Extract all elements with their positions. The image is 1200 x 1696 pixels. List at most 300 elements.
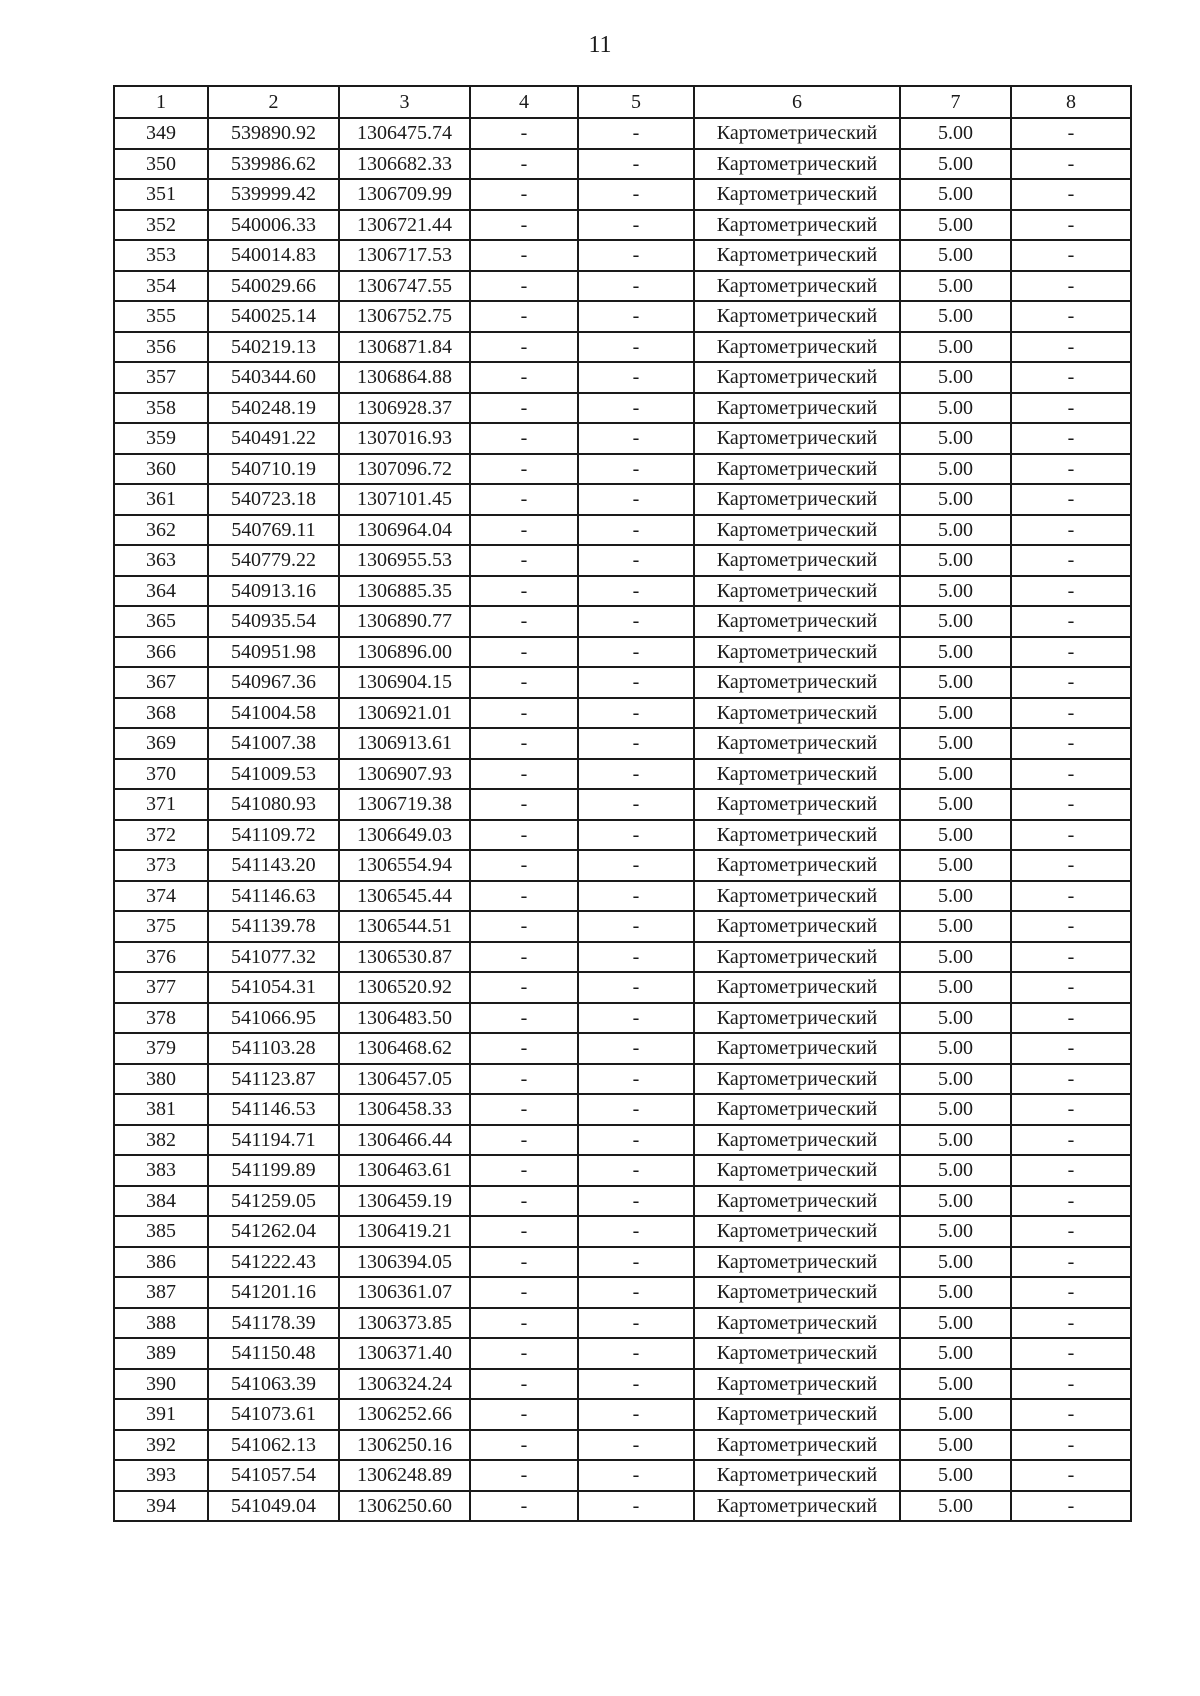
table-row bbox=[114, 1369, 1131, 1400]
cell-y-coordinate: 1306913.61 bbox=[339, 728, 470, 759]
table-row bbox=[114, 637, 1131, 668]
cell-point-number: 374 bbox=[114, 881, 208, 912]
cell-accuracy: 5.00 bbox=[900, 1460, 1011, 1491]
cell-col-5: - bbox=[578, 332, 694, 363]
cell-col-5: - bbox=[578, 362, 694, 393]
cell-col-8: - bbox=[1011, 240, 1131, 271]
table-row bbox=[114, 1491, 1131, 1522]
cell-col-8: - bbox=[1011, 149, 1131, 180]
cell-x-coordinate: 540491.22 bbox=[208, 423, 339, 454]
cell-y-coordinate: 1306709.99 bbox=[339, 179, 470, 210]
cell-col-8: - bbox=[1011, 301, 1131, 332]
cell-col-5: - bbox=[578, 545, 694, 576]
cell-col-8: - bbox=[1011, 789, 1131, 820]
cell-col-8: - bbox=[1011, 1460, 1131, 1491]
cell-col-5: - bbox=[578, 301, 694, 332]
cell-y-coordinate: 1306721.44 bbox=[339, 210, 470, 241]
table-row bbox=[114, 1308, 1131, 1339]
table-row bbox=[114, 1155, 1131, 1186]
cell-col-8: - bbox=[1011, 1491, 1131, 1522]
cell-method: Картометрический bbox=[694, 972, 900, 1003]
cell-accuracy: 5.00 bbox=[900, 850, 1011, 881]
cell-accuracy: 5.00 bbox=[900, 759, 1011, 790]
cell-y-coordinate: 1306904.15 bbox=[339, 667, 470, 698]
table-row bbox=[114, 423, 1131, 454]
column-header-6: 6 bbox=[694, 86, 900, 118]
cell-y-coordinate: 1306545.44 bbox=[339, 881, 470, 912]
cell-x-coordinate: 541199.89 bbox=[208, 1155, 339, 1186]
cell-x-coordinate: 539890.92 bbox=[208, 118, 339, 149]
cell-col-8: - bbox=[1011, 332, 1131, 363]
cell-col-4: - bbox=[470, 179, 578, 210]
cell-y-coordinate: 1306324.24 bbox=[339, 1369, 470, 1400]
cell-col-4: - bbox=[470, 271, 578, 302]
table-row bbox=[114, 210, 1131, 241]
cell-x-coordinate: 541150.48 bbox=[208, 1338, 339, 1369]
cell-method: Картометрический bbox=[694, 1033, 900, 1064]
table-row bbox=[114, 759, 1131, 790]
cell-x-coordinate: 540025.14 bbox=[208, 301, 339, 332]
cell-method: Картометрический bbox=[694, 850, 900, 881]
cell-col-5: - bbox=[578, 1277, 694, 1308]
cell-col-4: - bbox=[470, 1338, 578, 1369]
cell-col-4: - bbox=[470, 728, 578, 759]
cell-col-4: - bbox=[470, 942, 578, 973]
cell-y-coordinate: 1306248.89 bbox=[339, 1460, 470, 1491]
table-row bbox=[114, 301, 1131, 332]
cell-col-4: - bbox=[470, 1155, 578, 1186]
cell-y-coordinate: 1306752.75 bbox=[339, 301, 470, 332]
cell-col-8: - bbox=[1011, 972, 1131, 1003]
cell-x-coordinate: 540029.66 bbox=[208, 271, 339, 302]
cell-col-4: - bbox=[470, 240, 578, 271]
cell-col-5: - bbox=[578, 1064, 694, 1095]
cell-x-coordinate: 541080.93 bbox=[208, 789, 339, 820]
cell-col-4: - bbox=[470, 210, 578, 241]
cell-x-coordinate: 540935.54 bbox=[208, 606, 339, 637]
page-number: 11 bbox=[588, 32, 612, 58]
cell-point-number: 375 bbox=[114, 911, 208, 942]
cell-method: Картометрический bbox=[694, 1155, 900, 1186]
cell-method: Картометрический bbox=[694, 1491, 900, 1522]
cell-col-5: - bbox=[578, 789, 694, 820]
table-row bbox=[114, 606, 1131, 637]
cell-col-5: - bbox=[578, 972, 694, 1003]
cell-col-4: - bbox=[470, 301, 578, 332]
cell-method: Картометрический bbox=[694, 301, 900, 332]
cell-point-number: 377 bbox=[114, 972, 208, 1003]
table-row bbox=[114, 911, 1131, 942]
cell-col-8: - bbox=[1011, 1308, 1131, 1339]
cell-method: Картометрический bbox=[694, 1247, 900, 1278]
cell-x-coordinate: 540344.60 bbox=[208, 362, 339, 393]
cell-col-8: - bbox=[1011, 454, 1131, 485]
cell-accuracy: 5.00 bbox=[900, 606, 1011, 637]
column-header-1: 1 bbox=[114, 86, 208, 118]
cell-col-5: - bbox=[578, 1491, 694, 1522]
cell-point-number: 380 bbox=[114, 1064, 208, 1095]
cell-method: Картометрический bbox=[694, 332, 900, 363]
cell-accuracy: 5.00 bbox=[900, 1399, 1011, 1430]
cell-x-coordinate: 541146.63 bbox=[208, 881, 339, 912]
cell-y-coordinate: 1306252.66 bbox=[339, 1399, 470, 1430]
cell-col-4: - bbox=[470, 118, 578, 149]
cell-x-coordinate: 541066.95 bbox=[208, 1003, 339, 1034]
cell-col-5: - bbox=[578, 1460, 694, 1491]
cell-method: Картометрический bbox=[694, 1369, 900, 1400]
cell-accuracy: 5.00 bbox=[900, 515, 1011, 546]
cell-accuracy: 5.00 bbox=[900, 881, 1011, 912]
column-header-3: 3 bbox=[339, 86, 470, 118]
table-row bbox=[114, 1430, 1131, 1461]
cell-col-4: - bbox=[470, 820, 578, 851]
cell-col-4: - bbox=[470, 1399, 578, 1430]
cell-x-coordinate: 541259.05 bbox=[208, 1186, 339, 1217]
cell-col-5: - bbox=[578, 149, 694, 180]
cell-col-5: - bbox=[578, 1186, 694, 1217]
cell-col-4: - bbox=[470, 1216, 578, 1247]
cell-accuracy: 5.00 bbox=[900, 1155, 1011, 1186]
cell-col-4: - bbox=[470, 362, 578, 393]
cell-col-8: - bbox=[1011, 515, 1131, 546]
cell-col-4: - bbox=[470, 1277, 578, 1308]
cell-col-4: - bbox=[470, 423, 578, 454]
cell-accuracy: 5.00 bbox=[900, 820, 1011, 851]
cell-point-number: 372 bbox=[114, 820, 208, 851]
cell-x-coordinate: 541063.39 bbox=[208, 1369, 339, 1400]
cell-col-4: - bbox=[470, 911, 578, 942]
cell-col-4: - bbox=[470, 454, 578, 485]
cell-point-number: 354 bbox=[114, 271, 208, 302]
cell-col-5: - bbox=[578, 454, 694, 485]
cell-accuracy: 5.00 bbox=[900, 149, 1011, 180]
cell-method: Картометрический bbox=[694, 667, 900, 698]
cell-point-number: 369 bbox=[114, 728, 208, 759]
cell-col-5: - bbox=[578, 850, 694, 881]
table-row bbox=[114, 1460, 1131, 1491]
cell-accuracy: 5.00 bbox=[900, 1033, 1011, 1064]
cell-x-coordinate: 541222.43 bbox=[208, 1247, 339, 1278]
table-row bbox=[114, 1399, 1131, 1430]
table-row bbox=[114, 454, 1131, 485]
cell-col-8: - bbox=[1011, 1125, 1131, 1156]
column-header-5: 5 bbox=[578, 86, 694, 118]
cell-method: Картометрический bbox=[694, 515, 900, 546]
cell-col-5: - bbox=[578, 210, 694, 241]
cell-x-coordinate: 541178.39 bbox=[208, 1308, 339, 1339]
cell-y-coordinate: 1306373.85 bbox=[339, 1308, 470, 1339]
cell-x-coordinate: 541262.04 bbox=[208, 1216, 339, 1247]
cell-col-5: - bbox=[578, 1155, 694, 1186]
cell-col-5: - bbox=[578, 1125, 694, 1156]
cell-y-coordinate: 1306459.19 bbox=[339, 1186, 470, 1217]
cell-point-number: 385 bbox=[114, 1216, 208, 1247]
cell-col-5: - bbox=[578, 1094, 694, 1125]
cell-col-5: - bbox=[578, 118, 694, 149]
cell-method: Картометрический bbox=[694, 210, 900, 241]
cell-col-5: - bbox=[578, 637, 694, 668]
cell-accuracy: 5.00 bbox=[900, 1003, 1011, 1034]
cell-y-coordinate: 1307096.72 bbox=[339, 454, 470, 485]
cell-accuracy: 5.00 bbox=[900, 1186, 1011, 1217]
cell-accuracy: 5.00 bbox=[900, 484, 1011, 515]
cell-col-4: - bbox=[470, 1064, 578, 1095]
cell-x-coordinate: 540710.19 bbox=[208, 454, 339, 485]
cell-col-4: - bbox=[470, 881, 578, 912]
table-row bbox=[114, 728, 1131, 759]
cell-col-4: - bbox=[470, 1460, 578, 1491]
cell-accuracy: 5.00 bbox=[900, 332, 1011, 363]
cell-col-4: - bbox=[470, 1247, 578, 1278]
cell-point-number: 363 bbox=[114, 545, 208, 576]
cell-method: Картометрический bbox=[694, 240, 900, 271]
cell-col-5: - bbox=[578, 1338, 694, 1369]
table-row bbox=[114, 362, 1131, 393]
cell-point-number: 384 bbox=[114, 1186, 208, 1217]
cell-col-5: - bbox=[578, 759, 694, 790]
cell-col-4: - bbox=[470, 606, 578, 637]
cell-method: Картометрический bbox=[694, 1460, 900, 1491]
cell-method: Картометрический bbox=[694, 423, 900, 454]
cell-y-coordinate: 1306649.03 bbox=[339, 820, 470, 851]
cell-point-number: 382 bbox=[114, 1125, 208, 1156]
cell-col-8: - bbox=[1011, 1338, 1131, 1369]
cell-col-4: - bbox=[470, 972, 578, 1003]
cell-accuracy: 5.00 bbox=[900, 423, 1011, 454]
cell-col-4: - bbox=[470, 789, 578, 820]
cell-col-5: - bbox=[578, 515, 694, 546]
cell-col-8: - bbox=[1011, 423, 1131, 454]
cell-col-5: - bbox=[578, 820, 694, 851]
cell-accuracy: 5.00 bbox=[900, 942, 1011, 973]
cell-accuracy: 5.00 bbox=[900, 1338, 1011, 1369]
cell-accuracy: 5.00 bbox=[900, 698, 1011, 729]
cell-point-number: 378 bbox=[114, 1003, 208, 1034]
table-row bbox=[114, 1094, 1131, 1125]
cell-col-8: - bbox=[1011, 1399, 1131, 1430]
cell-method: Картометрический bbox=[694, 606, 900, 637]
cell-col-8: - bbox=[1011, 1186, 1131, 1217]
cell-accuracy: 5.00 bbox=[900, 454, 1011, 485]
cell-accuracy: 5.00 bbox=[900, 576, 1011, 607]
cell-col-5: - bbox=[578, 606, 694, 637]
cell-point-number: 349 bbox=[114, 118, 208, 149]
cell-col-4: - bbox=[470, 515, 578, 546]
column-header-2: 2 bbox=[208, 86, 339, 118]
cell-accuracy: 5.00 bbox=[900, 637, 1011, 668]
cell-col-8: - bbox=[1011, 1430, 1131, 1461]
cell-col-8: - bbox=[1011, 1247, 1131, 1278]
cell-point-number: 362 bbox=[114, 515, 208, 546]
cell-point-number: 390 bbox=[114, 1369, 208, 1400]
coordinates-table bbox=[113, 85, 1132, 1522]
cell-col-8: - bbox=[1011, 850, 1131, 881]
cell-method: Картометрический bbox=[694, 149, 900, 180]
cell-col-8: - bbox=[1011, 545, 1131, 576]
cell-point-number: 364 bbox=[114, 576, 208, 607]
cell-col-4: - bbox=[470, 1094, 578, 1125]
cell-col-4: - bbox=[470, 545, 578, 576]
cell-col-5: - bbox=[578, 1430, 694, 1461]
cell-x-coordinate: 540006.33 bbox=[208, 210, 339, 241]
cell-col-4: - bbox=[470, 1033, 578, 1064]
table-row bbox=[114, 332, 1131, 363]
cell-point-number: 365 bbox=[114, 606, 208, 637]
cell-x-coordinate: 541146.53 bbox=[208, 1094, 339, 1125]
cell-x-coordinate: 540967.36 bbox=[208, 667, 339, 698]
cell-y-coordinate: 1306864.88 bbox=[339, 362, 470, 393]
cell-y-coordinate: 1306890.77 bbox=[339, 606, 470, 637]
cell-x-coordinate: 540913.16 bbox=[208, 576, 339, 607]
cell-col-5: - bbox=[578, 179, 694, 210]
cell-method: Картометрический bbox=[694, 911, 900, 942]
cell-method: Картометрический bbox=[694, 179, 900, 210]
cell-y-coordinate: 1306955.53 bbox=[339, 545, 470, 576]
cell-col-8: - bbox=[1011, 759, 1131, 790]
cell-accuracy: 5.00 bbox=[900, 1369, 1011, 1400]
table-row bbox=[114, 1125, 1131, 1156]
cell-x-coordinate: 540219.13 bbox=[208, 332, 339, 363]
cell-col-8: - bbox=[1011, 1277, 1131, 1308]
cell-col-4: - bbox=[470, 1125, 578, 1156]
table-row bbox=[114, 576, 1131, 607]
cell-x-coordinate: 541139.78 bbox=[208, 911, 339, 942]
cell-col-8: - bbox=[1011, 576, 1131, 607]
cell-col-8: - bbox=[1011, 179, 1131, 210]
table-row bbox=[114, 149, 1131, 180]
cell-point-number: 357 bbox=[114, 362, 208, 393]
cell-method: Картометрический bbox=[694, 1430, 900, 1461]
cell-point-number: 376 bbox=[114, 942, 208, 973]
table-row bbox=[114, 972, 1131, 1003]
cell-col-5: - bbox=[578, 393, 694, 424]
cell-col-8: - bbox=[1011, 484, 1131, 515]
cell-col-8: - bbox=[1011, 881, 1131, 912]
cell-col-8: - bbox=[1011, 820, 1131, 851]
cell-x-coordinate: 541073.61 bbox=[208, 1399, 339, 1430]
cell-col-5: - bbox=[578, 1369, 694, 1400]
cell-x-coordinate: 540248.19 bbox=[208, 393, 339, 424]
cell-x-coordinate: 541077.32 bbox=[208, 942, 339, 973]
cell-col-8: - bbox=[1011, 1216, 1131, 1247]
cell-y-coordinate: 1306896.00 bbox=[339, 637, 470, 668]
cell-col-5: - bbox=[578, 881, 694, 912]
cell-col-8: - bbox=[1011, 942, 1131, 973]
cell-col-4: - bbox=[470, 1003, 578, 1034]
cell-col-8: - bbox=[1011, 362, 1131, 393]
cell-x-coordinate: 540723.18 bbox=[208, 484, 339, 515]
cell-point-number: 350 bbox=[114, 149, 208, 180]
cell-point-number: 355 bbox=[114, 301, 208, 332]
cell-x-coordinate: 541062.13 bbox=[208, 1430, 339, 1461]
cell-method: Картометрический bbox=[694, 576, 900, 607]
cell-col-4: - bbox=[470, 332, 578, 363]
cell-x-coordinate: 541009.53 bbox=[208, 759, 339, 790]
cell-x-coordinate: 541007.38 bbox=[208, 728, 339, 759]
cell-y-coordinate: 1306554.94 bbox=[339, 850, 470, 881]
cell-method: Картометрический bbox=[694, 484, 900, 515]
cell-point-number: 393 bbox=[114, 1460, 208, 1491]
cell-point-number: 383 bbox=[114, 1155, 208, 1186]
cell-method: Картометрический bbox=[694, 942, 900, 973]
cell-y-coordinate: 1306394.05 bbox=[339, 1247, 470, 1278]
cell-y-coordinate: 1306719.38 bbox=[339, 789, 470, 820]
cell-col-8: - bbox=[1011, 1003, 1131, 1034]
column-header-7: 7 bbox=[900, 86, 1011, 118]
cell-point-number: 373 bbox=[114, 850, 208, 881]
cell-accuracy: 5.00 bbox=[900, 362, 1011, 393]
cell-x-coordinate: 540951.98 bbox=[208, 637, 339, 668]
cell-col-5: - bbox=[578, 1399, 694, 1430]
cell-col-5: - bbox=[578, 942, 694, 973]
cell-point-number: 368 bbox=[114, 698, 208, 729]
cell-method: Картометрический bbox=[694, 637, 900, 668]
cell-y-coordinate: 1306468.62 bbox=[339, 1033, 470, 1064]
cell-accuracy: 5.00 bbox=[900, 240, 1011, 271]
table-row bbox=[114, 942, 1131, 973]
table-row bbox=[114, 881, 1131, 912]
cell-method: Картометрический bbox=[694, 545, 900, 576]
cell-col-8: - bbox=[1011, 1369, 1131, 1400]
cell-accuracy: 5.00 bbox=[900, 1277, 1011, 1308]
cell-accuracy: 5.00 bbox=[900, 1247, 1011, 1278]
cell-accuracy: 5.00 bbox=[900, 1491, 1011, 1522]
table-row bbox=[114, 1338, 1131, 1369]
cell-col-5: - bbox=[578, 271, 694, 302]
cell-y-coordinate: 1306544.51 bbox=[339, 911, 470, 942]
cell-x-coordinate: 539999.42 bbox=[208, 179, 339, 210]
table-row bbox=[114, 820, 1131, 851]
cell-col-5: - bbox=[578, 1247, 694, 1278]
cell-x-coordinate: 541054.31 bbox=[208, 972, 339, 1003]
cell-method: Картометрический bbox=[694, 1216, 900, 1247]
cell-col-4: - bbox=[470, 637, 578, 668]
cell-col-8: - bbox=[1011, 1033, 1131, 1064]
cell-y-coordinate: 1306250.60 bbox=[339, 1491, 470, 1522]
cell-point-number: 356 bbox=[114, 332, 208, 363]
cell-point-number: 361 bbox=[114, 484, 208, 515]
cell-col-5: - bbox=[578, 911, 694, 942]
cell-col-8: - bbox=[1011, 1064, 1131, 1095]
cell-col-5: - bbox=[578, 484, 694, 515]
cell-method: Картометрический bbox=[694, 1094, 900, 1125]
cell-method: Картометрический bbox=[694, 789, 900, 820]
table-row bbox=[114, 698, 1131, 729]
cell-y-coordinate: 1306964.04 bbox=[339, 515, 470, 546]
cell-method: Картометрический bbox=[694, 820, 900, 851]
cell-x-coordinate: 541109.72 bbox=[208, 820, 339, 851]
cell-y-coordinate: 1306747.55 bbox=[339, 271, 470, 302]
cell-accuracy: 5.00 bbox=[900, 1125, 1011, 1156]
cell-col-4: - bbox=[470, 484, 578, 515]
cell-col-8: - bbox=[1011, 271, 1131, 302]
cell-point-number: 359 bbox=[114, 423, 208, 454]
cell-col-5: - bbox=[578, 698, 694, 729]
cell-point-number: 351 bbox=[114, 179, 208, 210]
cell-point-number: 366 bbox=[114, 637, 208, 668]
cell-col-4: - bbox=[470, 759, 578, 790]
table-row bbox=[114, 1247, 1131, 1278]
cell-accuracy: 5.00 bbox=[900, 1094, 1011, 1125]
cell-col-8: - bbox=[1011, 606, 1131, 637]
cell-y-coordinate: 1306928.37 bbox=[339, 393, 470, 424]
cell-x-coordinate: 539986.62 bbox=[208, 149, 339, 180]
cell-y-coordinate: 1306871.84 bbox=[339, 332, 470, 363]
table-header-row bbox=[114, 86, 1131, 118]
cell-y-coordinate: 1307016.93 bbox=[339, 423, 470, 454]
cell-col-4: - bbox=[470, 393, 578, 424]
table-row bbox=[114, 240, 1131, 271]
